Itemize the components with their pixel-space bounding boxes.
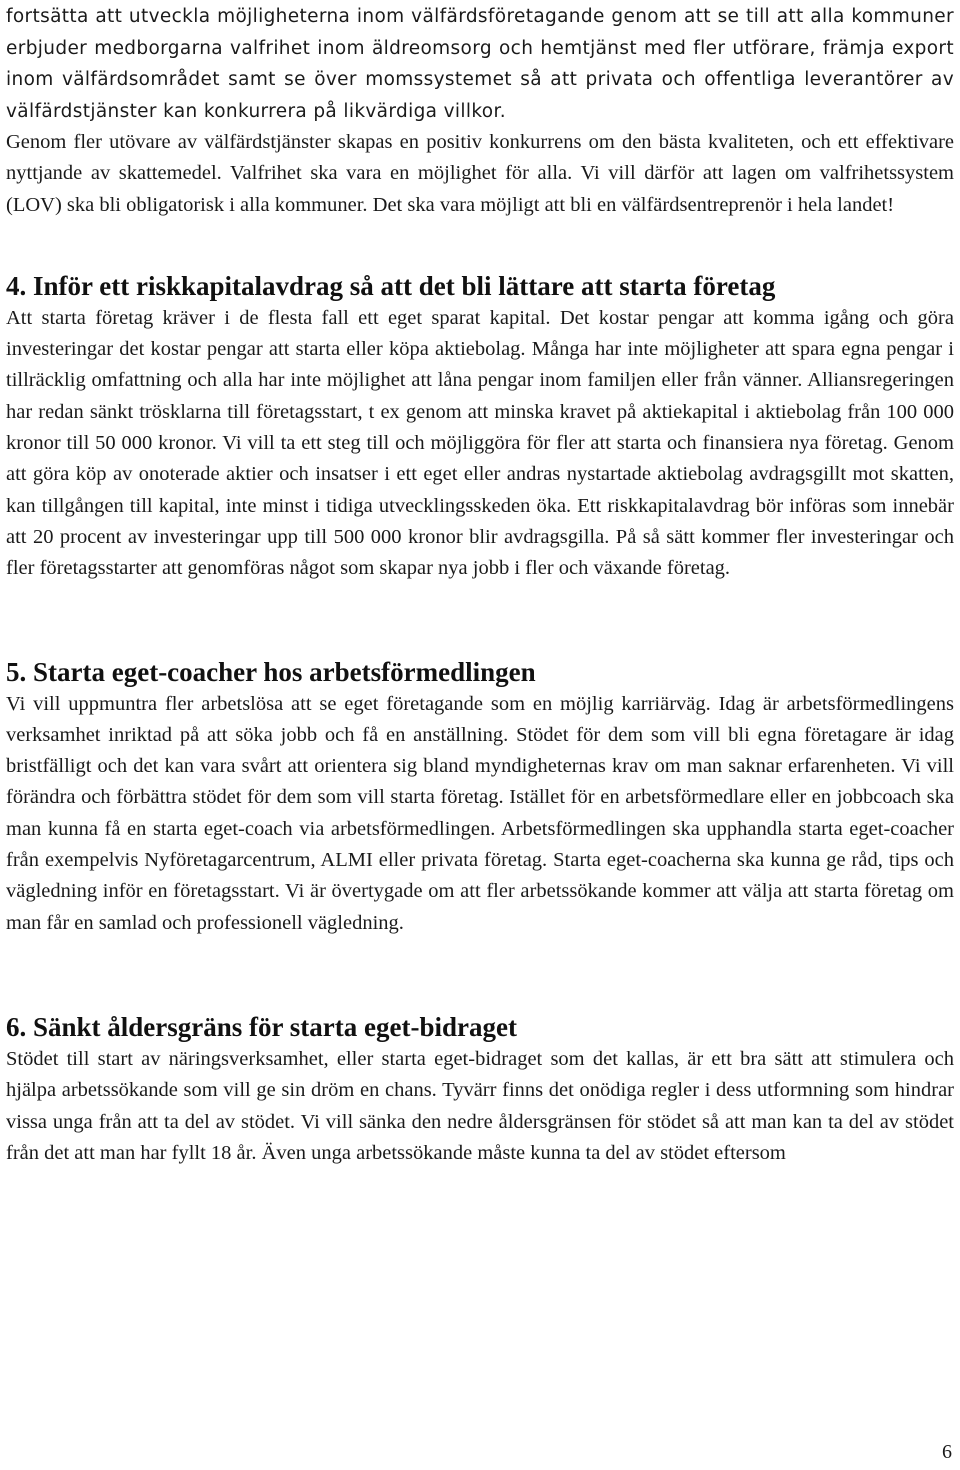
intro-block [6,1,954,221]
section-4-body: Att starta företag kräver i de flesta fall ett eget sparat kapital. Det kostar pengar att komma igång och göra investeringar det kostar pengar att starta eller köpa aktiebolag. Många har inte möjligheter att spara egna pengar i tillräcklig omfattning och alla har inte möjlighet att låna pengar inom familjen eller från vänner. Alliansregeringen har redan sänkt trösklarna till företagsstart, t ex genom att minska kravet på aktiekapital i aktiebolag från 100 000 kronor till 50 000 kronor. Vi vill ta ett steg till och möjliggöra för fler att starta och finansiera nya företag. Genom att göra köp av onoterade aktier och insatser i ett eget eller andras nystartade aktiebolag avdragsgillt mot skatten, kan tillgången till kapital, inte minst i tidiga utvecklingsskeden öka. Ett riskkapitalavdrag bör införas som innebär att 20 procent av investeringar upp till 500 000 kronor blir avdragsgilla. På så sätt kommer fler investeringar och fler företagsstarter att genomföras något som skapar nya jobb i fler och växande företag. [6,306,954,580]
section-6-body: Stödet till start av näringsverksamhet, eller starta eget-bidraget som det kallas, är ett bra sätt att stimulera och hjälpa arbetssökande som vill ge sin dröm en chans. Tyvärr finns det onödiga regler i dess utformning som hindrar vissa unga från att ta del av stödet. Vi vill sänka den nedre åldersgränsen för stödet så att man kan ta del av stödet från det att man har fyllt 18 år. Även unga arbetssökande måste kunna ta del av stödet eftersom [6,1047,954,1164]
section-6-heading: 6. Sänkt åldersgräns för starta eget-bidraget [6,1011,517,1042]
section-4-heading: 4. Inför ett riskkapitalavdrag så att det bli lättare att starta företag [6,270,776,301]
page-number: 6 [942,1441,952,1463]
intro-paragraph-2: Genom fler utövare av välfärdstjänster skapas en positiv konkurrens om den bästa kvaliteten, och ett effektivare nyttjande av skattemedel. Valfrihet ska vara en möjlighet för alla. Vi vill därför att lagen om valfrihetssystem (LOV) ska bli obligatorisk i alla kommuner. Det ska vara möjligt att bli en välfärdsentreprenör i hela landet! [6,131,954,216]
section-5-body: Vi vill uppmuntra fler arbetslösa att se eget företagande som en möjlig karriärväg. Idag är arbetsförmedlingens verksamhet inriktad på att söka jobb och få en anställning. Stödet för dem som vill bli egna företagare är idag bristfälligt och det kan vara svårt att orientera sig bland myndigheternas krav om man saknar erfarenheten. Vi vill förändra och förbättra stödet för dem som vill starta företag. Istället för en arbetsförmedlare eller en jobbcoach ska man kunna få en starta eget-coach via arbetsförmedlingen. Arbetsförmedlingen ska upphandla starta eget-coacher från exempelvis Nyföretagarcentrum, ALMI eller privata företag. Starta eget-coacherna ska kunna ge råd, tips och vägledning inför en företagsstart. Vi är övertygade om att fler arbetssökande kommer att välja att starta företag om man får en samlad och professionell vägledning. [6,692,954,934]
section-5-heading: 5. Starta eget-coacher hos arbetsförmedlingen [6,656,536,687]
intro-paragraph-1: fortsätta att utveckla möjligheterna inom välfärdsföretagande genom att se till att alla kommuner erbjuder medborgarna valfrihet inom äldreomsorg och hemtjänst med fler utförare, främja export inom välfärdsområdet samt se över momssystemet så att privata och offentliga leverantörer av välfärdstjänster kan konkurrera på likvärdiga villkor. [6,6,954,122]
document-page [6,0,954,1169]
